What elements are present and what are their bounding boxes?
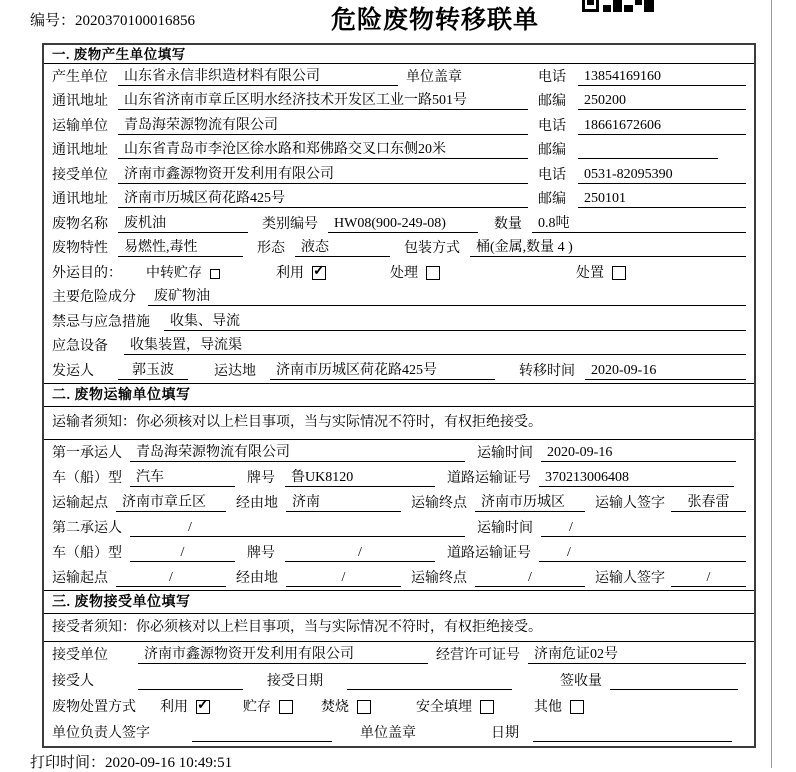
plate-label: 牌号 — [247, 545, 275, 561]
row-emergency-measures — [44, 309, 754, 334]
carrier1-time-value: 2020-09-16 — [541, 444, 736, 462]
receiver-address-value: 济南市历城区荷花路425号 — [118, 190, 528, 208]
transfer-time-value: 2020-09-16 — [585, 362, 746, 380]
carrier2-label: 第二承运人 — [52, 520, 122, 536]
row-carrier1-route — [44, 490, 754, 515]
purpose-transfer-label: 中转贮存 — [146, 265, 202, 281]
license-label: 经营许可证号 — [436, 647, 520, 663]
row-carrier1-vehicle — [44, 465, 754, 490]
carrier2-vehicle-value: / — [130, 544, 235, 562]
via-label: 经由地 — [236, 570, 278, 586]
receiver-phone-value: 0531-82095390 — [578, 166, 746, 184]
row-emergency-equipment — [44, 334, 754, 359]
phone-label: 电话 — [538, 167, 566, 183]
transporter-zip-value — [578, 142, 718, 159]
disposal-other-label: 其他 — [534, 699, 562, 715]
generator-label: 产生单位 — [52, 69, 108, 85]
unit-seal-label: 单位盖章 — [360, 725, 416, 741]
generator-phone-value: 13854169160 — [578, 68, 746, 86]
permit-label: 道路运输证号 — [447, 545, 531, 561]
row-receiving-person — [44, 668, 754, 694]
transport-time-label: 运输时间 — [477, 520, 533, 536]
row-carrier2-vehicle — [44, 540, 754, 565]
section2-header: 二. 废物运输单位填写 — [44, 384, 754, 407]
row-receiver-address — [44, 187, 754, 212]
row-carrier2 — [44, 515, 754, 540]
row-carrier1 — [44, 440, 754, 465]
manifest-form — [42, 43, 756, 748]
receiving-unit-value: 济南市鑫源物资开发利用有限公司 — [138, 646, 428, 664]
section-transporter — [44, 383, 754, 590]
origin-label: 运输起点 — [52, 570, 108, 586]
row-receiving-unit — [44, 642, 754, 668]
date-value — [533, 725, 732, 742]
carrier1-origin-value: 济南市章丘区 — [116, 494, 226, 512]
transfer-time-label: 转移时间 — [519, 363, 575, 379]
print-time — [30, 751, 232, 772]
carrier2-value: / — [130, 519, 465, 537]
shipper-label: 发运人 — [52, 363, 94, 379]
checkbox-disposal-burn — [357, 700, 371, 714]
row-receiver — [44, 162, 754, 187]
shipper-value: 郭玉波 — [118, 362, 188, 380]
purpose-treat-label: 处理 — [390, 265, 418, 281]
unit-seal-label: 单位盖章 — [406, 69, 462, 85]
checkbox-transfer-storage — [210, 269, 220, 279]
row-waste-traits — [44, 236, 754, 261]
address-label: 通讯地址 — [52, 192, 108, 207]
zip-label: 邮编 — [538, 143, 566, 158]
license-value: 济南危证02号 — [528, 646, 746, 664]
row-carrier2-route — [44, 565, 754, 590]
serial-number — [30, 9, 195, 30]
chief-sign-label: 单位负责人签字 — [52, 725, 150, 741]
window-edge-line — [771, 0, 772, 768]
equipment-label: 应急设备 — [52, 339, 108, 354]
waste-name-label: 废物名称 — [52, 216, 108, 232]
quantity-value: 0.8吨 — [532, 215, 746, 233]
print-time-value: 2020-09-16 10:49:51 — [105, 755, 233, 771]
traits-label: 废物特性 — [52, 241, 108, 256]
transporter-address-value: 山东省青岛市李沧区徐水路和郑佛路交叉口东侧20米 — [118, 141, 528, 159]
phone-label: 电话 — [538, 69, 566, 85]
equipment-value: 收集装置，导流渠 — [124, 337, 746, 355]
receiver-zip-value: 250101 — [578, 190, 746, 208]
receiver-label: 接受单位 — [52, 167, 108, 183]
recv-date-label: 接受日期 — [267, 673, 323, 689]
transporter-phone-value: 18661672606 — [578, 117, 746, 135]
purpose-use-label: 利用 — [276, 265, 304, 281]
end-label: 运输终点 — [411, 570, 467, 586]
carrier1-value: 青岛海荣源物流有限公司 — [130, 444, 465, 462]
zip-label: 邮编 — [538, 192, 566, 207]
row-shipper — [44, 358, 754, 383]
carrier1-sign-value: 张春雷 — [671, 494, 746, 512]
print-time-label: 打印时间： — [30, 755, 106, 771]
disposal-store-label: 贮存 — [243, 699, 271, 715]
checkbox-use — [312, 266, 326, 280]
carrier1-vehicle-value: 汽车 — [130, 469, 235, 487]
carrier2-sign-value: / — [671, 569, 746, 587]
carrier2-origin-value: / — [116, 569, 226, 587]
hazard-value: 废矿物油 — [148, 288, 746, 306]
date-label: 日期 — [491, 725, 519, 741]
address-label: 通讯地址 — [52, 94, 108, 109]
vehicle-type-label: 车（船）型 — [52, 545, 122, 561]
carrier2-permit-value: / — [539, 544, 746, 562]
sign-label: 运输人签字 — [595, 495, 665, 511]
carrier1-end-value: 济南市历城区 — [475, 494, 585, 512]
traits-value: 易燃性,毒性 — [118, 239, 243, 257]
row-generator — [44, 64, 754, 89]
disposal-landfill-label: 安全填埋 — [416, 699, 472, 715]
qr-code-partial — [582, 0, 654, 12]
row-transport-purpose — [44, 260, 754, 285]
origin-label: 运输起点 — [52, 495, 108, 511]
row-disposal-method — [44, 694, 754, 720]
recv-person-label: 接受人 — [52, 673, 94, 689]
page-title: 危险废物转移联单 — [331, 7, 540, 34]
checkbox-disposal-landfill — [480, 700, 494, 714]
carrier2-end-value: / — [475, 569, 585, 587]
purpose-dispose-label: 处置 — [576, 265, 604, 281]
waste-name-value: 废机油 — [118, 215, 248, 233]
emergency-value: 收集、导流 — [164, 313, 746, 331]
carrier2-plate-value: / — [285, 544, 435, 562]
row-chief-signature — [44, 720, 754, 746]
row-transporter-address — [44, 138, 754, 163]
row-generator-address — [44, 89, 754, 114]
zip-label: 邮编 — [538, 94, 566, 109]
sign-label: 运输人签字 — [595, 570, 665, 586]
emergency-label: 禁忌与应急措施 — [52, 314, 150, 330]
generator-value: 山东省永信非织造材料有限公司 — [118, 68, 398, 86]
row-transporter — [44, 113, 754, 138]
generator-zip-value: 250200 — [578, 92, 746, 110]
transporter-label: 运输单位 — [52, 118, 108, 134]
checkbox-disposal-other — [570, 700, 584, 714]
checkbox-dispose — [612, 266, 626, 280]
permit-label: 道路运输证号 — [447, 470, 531, 486]
serial-label: 编号： — [30, 13, 76, 29]
form-value: 液态 — [295, 239, 390, 257]
category-value: HW08(900-249-08) — [328, 215, 478, 233]
transport-time-label: 运输时间 — [477, 445, 533, 461]
checkbox-disposal-use — [196, 700, 210, 714]
disposal-burn-label: 焚烧 — [321, 699, 349, 715]
carrier1-permit-value: 370213006408 — [539, 469, 734, 487]
via-label: 经由地 — [236, 495, 278, 511]
receiver-notice: 接受者须知：你必须核对以上栏目事项，当与实际情况不符时，有权拒绝接受。 — [44, 614, 754, 642]
category-label: 类别编号 — [262, 216, 318, 232]
destination-label: 运达地 — [214, 363, 256, 379]
recv-person-value — [138, 673, 243, 690]
receiving-unit-label: 接受单位 — [52, 647, 108, 663]
address-label: 通讯地址 — [52, 143, 108, 158]
section-generator — [44, 45, 754, 383]
row-hazard-component — [44, 285, 754, 310]
recv-qty-value — [610, 673, 738, 690]
vehicle-type-label: 车（船）型 — [52, 470, 122, 486]
transporter-notice: 运输者须知：你必须核对以上栏目事项，当与实际情况不符时，有权拒绝接受。 — [44, 407, 754, 440]
packaging-value: 桶(金属,数量 4 ) — [470, 239, 746, 257]
carrier1-via-value: 济南 — [286, 494, 401, 512]
receiver-value: 济南市鑫源物资开发利用有限公司 — [118, 166, 528, 184]
plate-label: 牌号 — [247, 470, 275, 486]
destination-value: 济南市历城区荷花路425号 — [270, 362, 495, 380]
section-receiver — [44, 590, 754, 746]
section1-header: 一. 废物产生单位填写 — [44, 45, 754, 64]
carrier2-via-value: / — [286, 569, 401, 587]
end-label: 运输终点 — [411, 495, 467, 511]
checkbox-treat — [426, 266, 440, 280]
phone-label: 电话 — [538, 118, 566, 134]
section3-header: 三. 废物接受单位填写 — [44, 591, 754, 614]
row-waste-name — [44, 211, 754, 236]
quantity-label: 数量 — [494, 216, 522, 232]
disposal-label: 废物处置方式 — [52, 699, 136, 715]
carrier1-plate-value: 鲁UK8120 — [285, 469, 435, 487]
generator-address-value: 山东省济南市章丘区明水经济技术开发区工业一路501号 — [118, 92, 528, 110]
transporter-value: 青岛海荣源物流有限公司 — [118, 117, 528, 135]
carrier2-time-value: / — [541, 519, 746, 537]
disposal-use-label: 利用 — [160, 699, 188, 715]
form-label: 形态 — [257, 241, 285, 256]
hazard-label: 主要危险成分 — [52, 290, 136, 305]
carrier1-label: 第一承运人 — [52, 445, 122, 461]
purpose-label: 外运目的： — [52, 265, 122, 281]
recv-qty-label: 签收量 — [560, 673, 602, 689]
chief-sign-value — [192, 725, 332, 742]
recv-date-value — [347, 673, 512, 690]
serial-value: 2020370100016856 — [75, 13, 196, 29]
checkbox-disposal-store — [279, 700, 293, 714]
packaging-label: 包装方式 — [404, 241, 460, 256]
